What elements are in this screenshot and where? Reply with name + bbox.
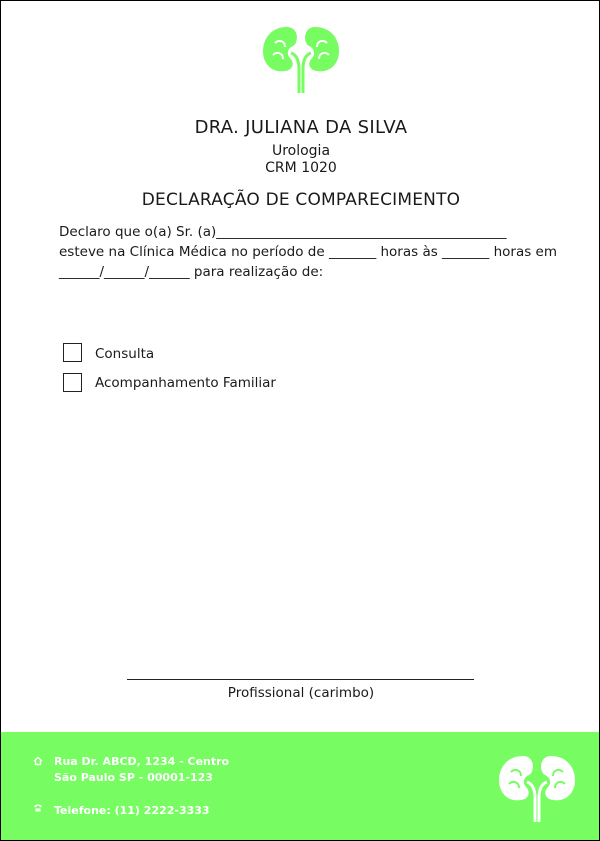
kidneys-icon — [259, 23, 343, 95]
consulta-checkbox[interactable] — [63, 343, 82, 362]
declaration-line-3: ______/______/______ para realização de: — [59, 264, 324, 280]
signature-label: Profissional (carimbo) — [227, 685, 375, 701]
declaration-line-1: Declaro que o(a) Sr. (a)___________________________________________ — [59, 224, 507, 240]
home-icon — [33, 756, 43, 766]
crm-number: CRM 1020 — [265, 160, 337, 176]
consulta-label: Consulta — [95, 346, 155, 362]
acompanhamento-checkbox[interactable] — [63, 373, 82, 392]
address-line-1: Rua Dr. ABCD, 1234 - Centro — [54, 755, 230, 768]
signature-line — [127, 679, 474, 680]
footer — [1, 732, 600, 841]
phone-icon — [33, 803, 43, 813]
phone-number: Telefone: (11) 2222-3333 — [54, 804, 210, 817]
acompanhamento-label: Acompanhamento Familiar — [95, 375, 276, 391]
kidneys-icon — [495, 752, 579, 824]
document-title: DECLARAÇÃO DE COMPARECIMENTO — [141, 190, 461, 210]
declaration-line-2: esteve na Clínica Médica no período de _______ horas às _______ horas em — [59, 244, 558, 260]
specialty: Urologia — [271, 143, 331, 159]
doctor-name: DRA. JULIANA DA SILVA — [194, 117, 408, 138]
address-line-2: São Paulo SP - 00001-123 — [54, 771, 213, 784]
